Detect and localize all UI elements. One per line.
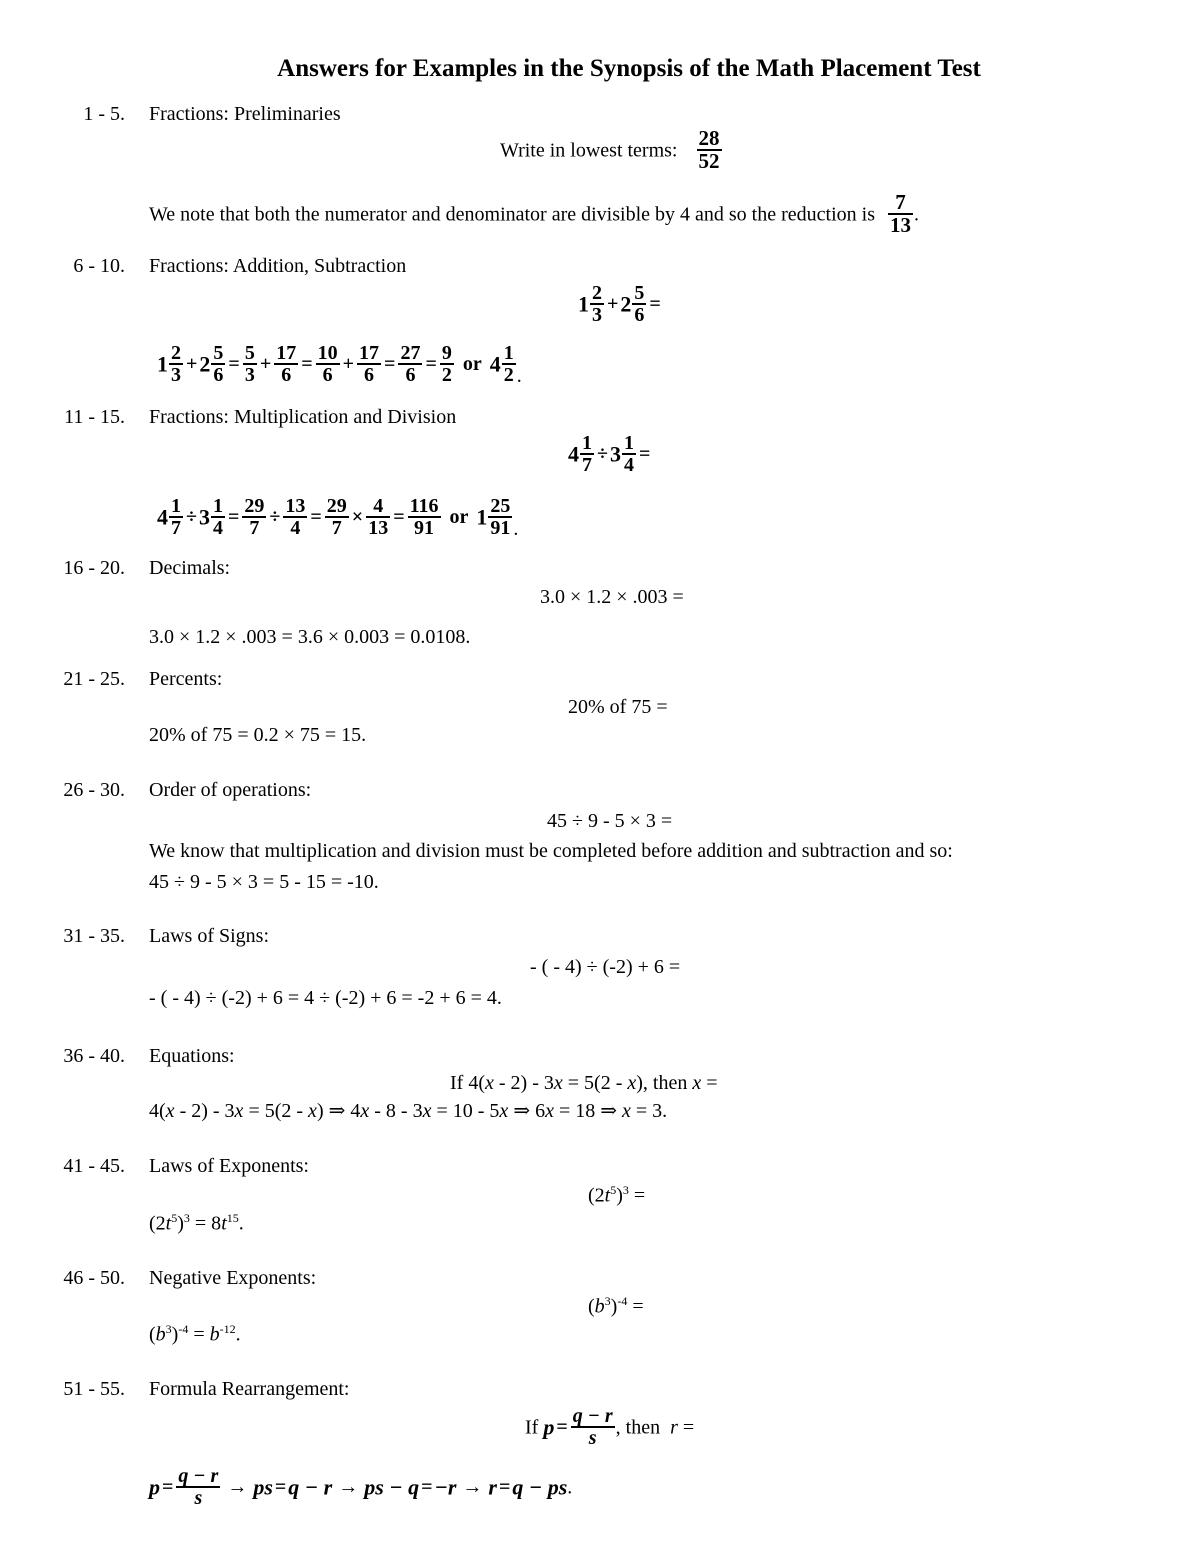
section-heading: Laws of Exponents: xyxy=(149,1155,309,1177)
prompt-text: Write in lowest terms: xyxy=(500,139,678,162)
section-number: 11 - 15. xyxy=(64,406,125,428)
section-number: 16 - 20. xyxy=(63,557,125,579)
section-number: 26 - 30. xyxy=(63,779,125,801)
problem-negative-exponents: $(b^3)^{-4}$ = xyxy=(588,1294,644,1318)
problem-fractions-preliminaries xyxy=(500,128,723,173)
section-number: 6 - 10. xyxy=(73,255,125,277)
problem-equations: If 4(x - 2) - 3x = 5(2 - x), then x = xyxy=(450,1072,718,1094)
section-heading: Fractions: Addition, Subtraction xyxy=(149,255,407,277)
answer-mixed-addition: 1 $\frac{2}{3}$ +2 $\frac{5}{6}$ = $\frac{5}{3}$ + $\frac{17}{6}$ = $\frac{10}{6}$ + $\frac{17}{6}$ = $\frac{27}{6}$ = $\frac{9}{2}$ or 4 $\frac{1}{2}$ . xyxy=(157,342,522,387)
section-number: 31 - 35. xyxy=(63,925,125,947)
problem-formula-rearrangement: If p = $\frac{q - r}{s}$ , then r = xyxy=(525,1405,695,1450)
section-heading: Fractions: Multiplication and Division xyxy=(149,406,457,428)
problem-laws-of-exponents: $(2t^5)^3$ = xyxy=(588,1183,646,1207)
section-heading: Decimals: xyxy=(149,557,231,579)
section-heading: Percents: xyxy=(149,668,223,690)
section-heading: Formula Rearrangement: xyxy=(149,1378,350,1400)
section-number: 51 - 55. xyxy=(63,1378,125,1400)
problem-mixed-division: 4 $\frac{1}{7}$ ÷3 $\frac{1}{4}$ = xyxy=(568,432,651,477)
section-heading: Fractions: Preliminaries xyxy=(149,103,341,125)
problem-laws-of-signs: - ( - 4) ÷ (-2) + 6 = xyxy=(530,956,681,978)
section-number: 21 - 25. xyxy=(63,668,125,690)
section-heading: Laws of Signs: xyxy=(149,925,269,947)
answer-fractions-preliminaries: We note that both the numerator and denominator are divisible by 4 and so the reduction is $\frac{7}{13}$ . xyxy=(149,190,919,238)
explanation-text: We know that multiplication and division must be completed before addition and subtraction and so: xyxy=(149,840,953,862)
section-number: 41 - 45. xyxy=(63,1155,125,1177)
section-number: 36 - 40. xyxy=(63,1045,125,1067)
section-heading: Negative Exponents: xyxy=(149,1267,317,1289)
answer-laws-of-exponents: $(2t^5)^3 = 8t^{15}$. xyxy=(149,1211,244,1235)
section-number: 1 - 5. xyxy=(83,103,125,125)
section-heading: Equations: xyxy=(149,1045,235,1067)
section-number: 46 - 50. xyxy=(63,1267,125,1289)
fraction: $\frac{28}{52}$ xyxy=(698,126,720,174)
explanation-text: We note that both the numerator and denominator are divisible by 4 and so the reduction is xyxy=(149,203,875,226)
answer-formula-rearrangement: p = $\frac{q - r}{s}$ → ps =q − r → ps − q =−r → r =q − ps. xyxy=(149,1465,573,1510)
answer-percents: 20% of 75 = 0.2 × 75 = 15. xyxy=(149,724,367,746)
problem-percents: 20% of 75 = xyxy=(568,696,668,718)
fraction: $\frac{7}{13}$ xyxy=(889,190,911,238)
section-heading: Order of operations: xyxy=(149,779,312,801)
problem-mixed-addition: 1 $\frac{2}{3}$ +2 $\frac{5}{6}$ = xyxy=(578,282,661,327)
problem-decimals: 3.0 × 1.2 × .003 = xyxy=(540,586,684,608)
answer-decimals: 3.0 × 1.2 × .003 = 3.6 × 0.003 = 0.0108. xyxy=(149,626,471,648)
answer-negative-exponents: $(b^3)^{-4} = b^{-12}$. xyxy=(149,1322,241,1346)
answer-mixed-division: 4 $\frac{1}{7}$ ÷3 $\frac{1}{4}$ = $\frac{29}{7}$ ÷ $\frac{13}{4}$ = $\frac{29}{7}$ × $\frac{4}{13}$ = $\frac{116}{91}$ or 1 $\frac{25}{91}$ . xyxy=(157,495,519,540)
page-title: Answers for Examples in the Synopsis of the Math Placement Test xyxy=(277,55,981,82)
answer-equations: 4(x - 2) - 3x = 5(2 - x) ⇒ 4x - 8 - 3x = 10 - 5x ⇒ 6x = 18 ⇒ x = 3. xyxy=(149,1100,668,1122)
answer-laws-of-signs: - ( - 4) ÷ (-2) + 6 = 4 ÷ (-2) + 6 = -2 + 6 = 4. xyxy=(149,987,502,1009)
problem-order-of-operations: 45 ÷ 9 - 5 × 3 = xyxy=(547,810,673,832)
answer-order-of-operations: 45 ÷ 9 - 5 × 3 = 5 - 15 = -10. xyxy=(149,871,379,893)
